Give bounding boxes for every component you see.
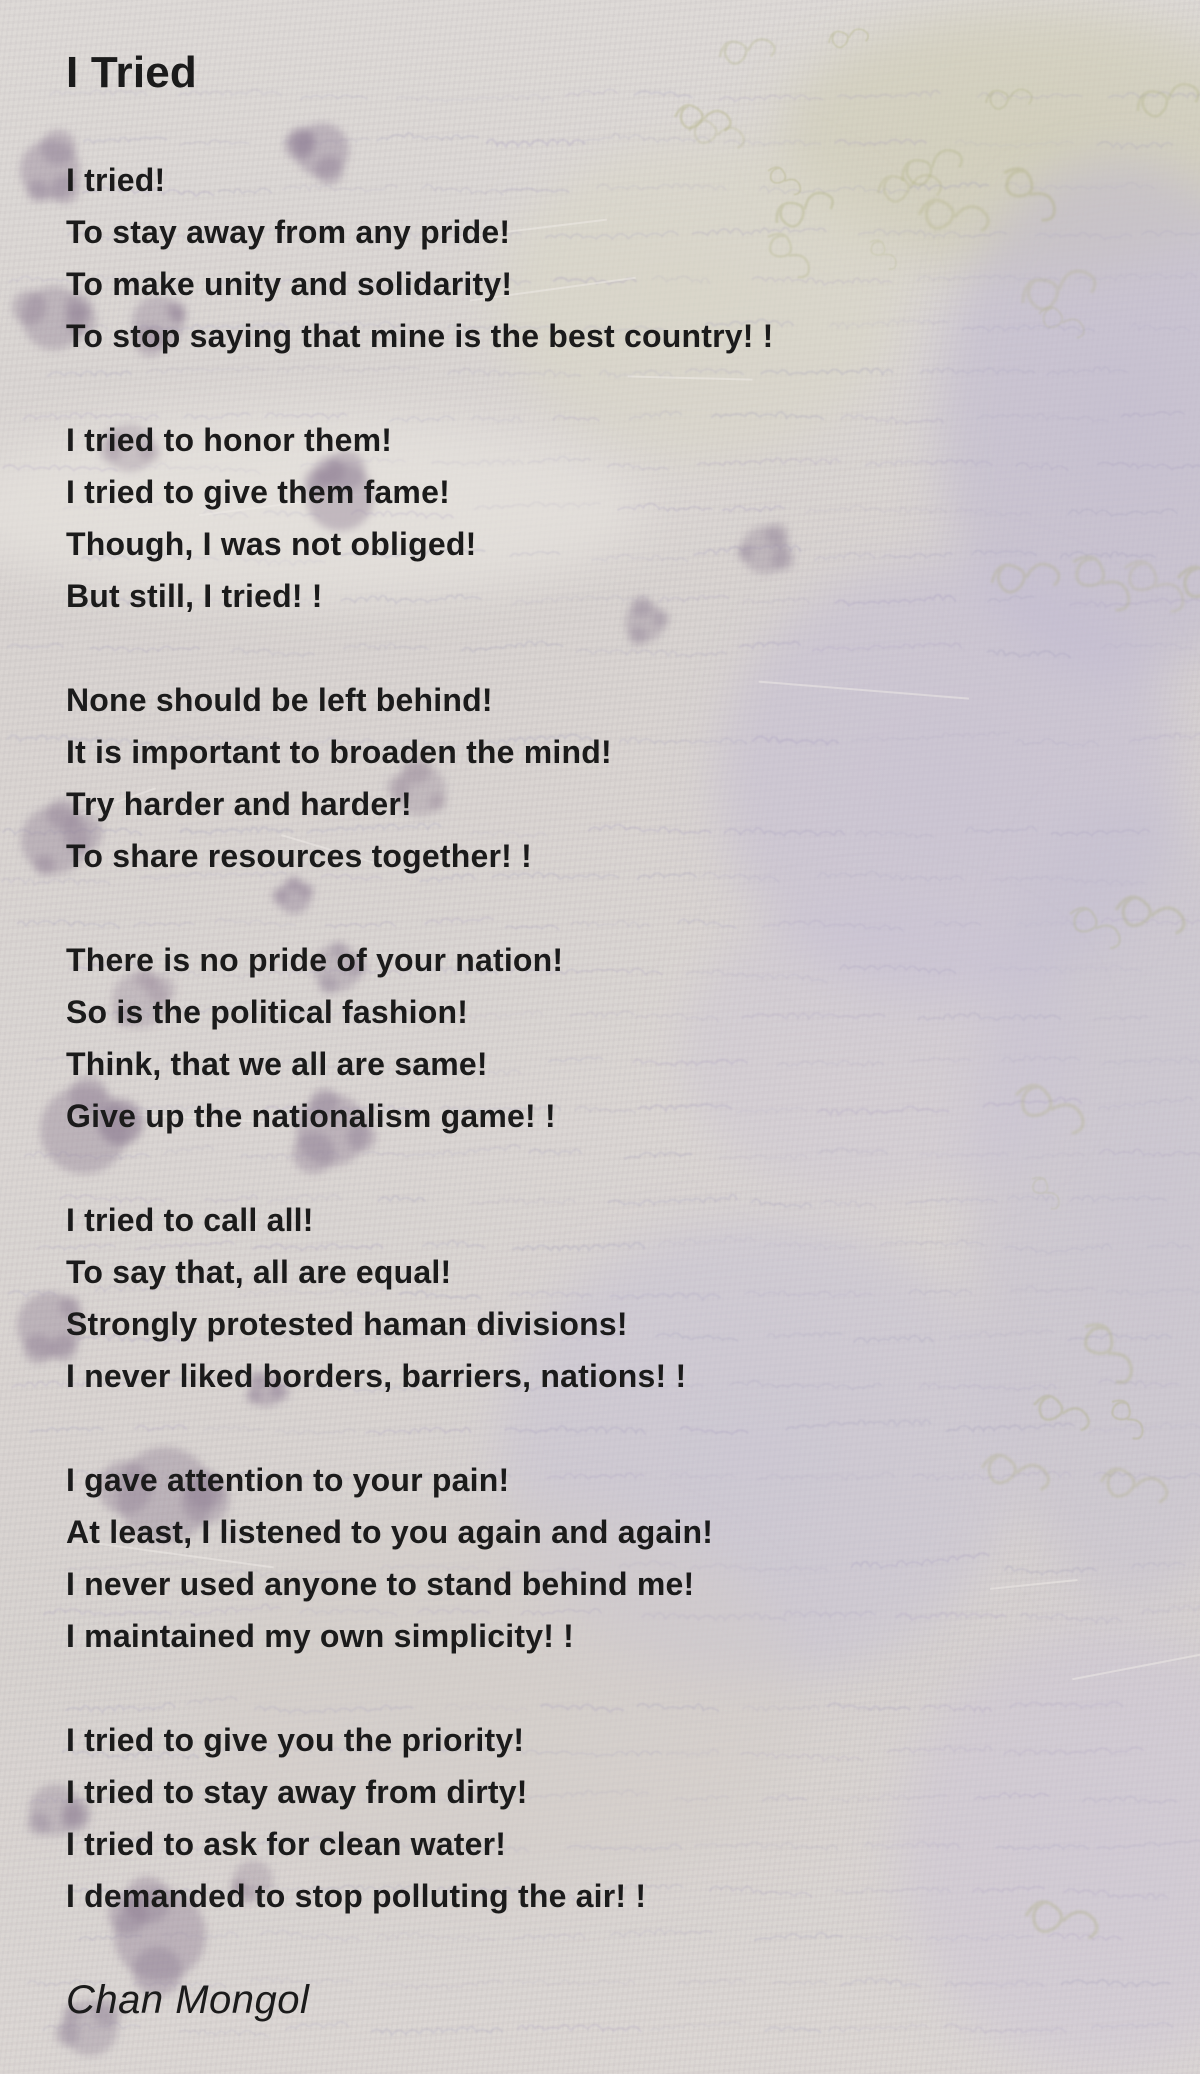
poem-line: I tried!	[66, 162, 166, 198]
poem-line: I tried to call all!	[66, 1202, 314, 1238]
stanza	[66, 1714, 1172, 1922]
poem-line: But still, I tried! !	[66, 578, 323, 614]
stanza	[66, 1194, 1172, 1402]
poem-line: I tried to honor them!	[66, 422, 393, 458]
poem-body	[66, 154, 1172, 1922]
poem-line: I gave attention to your pain!	[66, 1462, 510, 1498]
poem-line: Give up the nationalism game! !	[66, 1098, 556, 1134]
poem-line: Try harder and harder!	[66, 786, 412, 822]
poem-line: I tried to give you the priority!	[66, 1722, 525, 1758]
poem-line: I maintained my own simplicity! !	[66, 1618, 575, 1654]
poem-line: Think, that we all are same!	[66, 1046, 488, 1082]
poem-line: Though, I was not obliged!	[66, 526, 477, 562]
poem-line: I never liked borders, barriers, nations! !	[66, 1358, 687, 1394]
poem-line: I tried to ask for clean water!	[66, 1826, 507, 1862]
stanza	[66, 934, 1172, 1142]
poem-line: I tried to give them fame!	[66, 474, 450, 510]
poem-line: None should be left behind!	[66, 682, 493, 718]
stanza	[66, 414, 1172, 622]
poem-line: So is the political fashion!	[66, 994, 469, 1030]
poem-line: Strongly protested haman divisions!	[66, 1306, 628, 1342]
poem-line: To say that, all are equal!	[66, 1254, 452, 1290]
poem-author: Chan Mongol	[66, 1978, 310, 2022]
poem-line: To share resources together! !	[66, 838, 532, 874]
poem-line: At least, I listened to you again and again!	[66, 1514, 714, 1550]
poem-line: It is important to broaden the mind!	[66, 734, 612, 770]
stanza	[66, 1454, 1172, 1662]
poem-line: I tried to stay away from dirty!	[66, 1774, 528, 1810]
stanza	[66, 674, 1172, 882]
poem-line: To stop saying that mine is the best country! !	[66, 318, 774, 354]
poem-title: I Tried	[66, 48, 197, 97]
poem-line: To make unity and solidarity!	[66, 266, 513, 302]
poem-line: I demanded to stop polluting the air! !	[66, 1878, 647, 1914]
stanza	[66, 154, 1172, 362]
poem-line: I never used anyone to stand behind me!	[66, 1566, 695, 1602]
poem-line: There is no pride of your nation!	[66, 942, 564, 978]
poem-line: To stay away from any pride!	[66, 214, 511, 250]
